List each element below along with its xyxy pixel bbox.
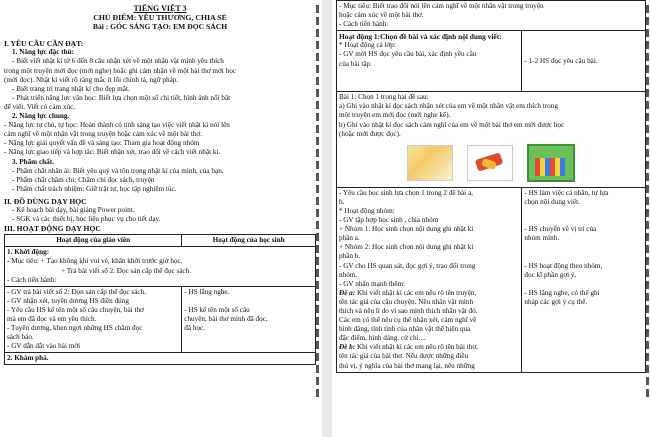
text-line: + Nhóm 2: Học sinh chọn nội dung ghi nhật kí bbox=[339, 243, 474, 252]
table-row bbox=[337, 187, 646, 372]
text-line: - Cách tiến hành: bbox=[7, 275, 57, 284]
text-line: * Hoạt động cả lớp: bbox=[339, 41, 396, 50]
text-line: - HS làm việc cá nhân, tự lựa bbox=[524, 188, 609, 197]
text-line: Đề b: Khi viết nhật kí các em nêu rõ tên bài thơ, bbox=[339, 343, 478, 352]
text-line: - Năng lực giao tiếp và hợp tác: Biết nhận xét, trao đổi về cách viết nhật kí. bbox=[4, 148, 221, 157]
text-line: - HS chuyển về vị trí của bbox=[524, 225, 597, 234]
table-row bbox=[337, 31, 646, 92]
lesson-title: Bài : GÓC SÁNG TẠO: EM ĐỌC SÁCH bbox=[92, 22, 228, 32]
text-line: - HS kể tên một số câu bbox=[184, 305, 250, 314]
text-line: chuyện, bài thơ mình đã đọc, bbox=[184, 315, 268, 323]
paragraph-materials bbox=[4, 206, 316, 224]
text-line: đặc điểm, hình dáng, cử chỉ.... bbox=[339, 334, 426, 343]
text-line bbox=[524, 252, 643, 261]
text-line: - Năng lực tự chủ, tự học: Hoàn thành có tinh sáng tạo việc viết nhật kí nói lên bbox=[4, 121, 230, 130]
text-line: nhóm. bbox=[339, 270, 358, 279]
text-line: - Phẩm chất nhân ái: Biết yêu quý và tôn trọng nhật kí của mình, của bạn. bbox=[12, 166, 224, 175]
text-line: b) Ghi vào nhật kí đọc sách cảm nghĩ của em về một bài thơ em mới được học bbox=[339, 120, 565, 129]
text-line: thích và nêu lí do vì sao mình thích nhân vật đó. bbox=[339, 306, 478, 315]
text-line: cảm nghĩ về một nhân vật trong truyện hoặc cảm xúc về một bài thơ. bbox=[4, 130, 203, 139]
text-line: một truyện em mới đọc (mới nghe kể). bbox=[339, 111, 451, 120]
text-line: - GV mời HS đọc yêu cầu bài, xác định yêu cầu bbox=[339, 50, 477, 59]
text-line: Bài 1: Chọn 1 trong hai đề sau: bbox=[339, 93, 429, 102]
text-line: tên tác giả của bài thơ. Nêu được những điều bbox=[339, 352, 469, 361]
text-line: chọn nội dung viết. bbox=[524, 197, 580, 206]
bird-illustration-image bbox=[467, 145, 513, 181]
text-line: (mới đọc). Nhật kí viết rõ ràng mắc ít lỗi chính tả, ngữ pháp. bbox=[4, 75, 179, 84]
text-line: - GV tập hợp học sinh , chia nhóm bbox=[339, 216, 439, 225]
page-gutter bbox=[322, 0, 332, 437]
warmup-title: 1. Khởi động: bbox=[7, 248, 50, 257]
margin-markers bbox=[316, 4, 320, 434]
header-student: Hoạt động của học sinh bbox=[182, 235, 316, 247]
text-line: + Trả bài viết số 2. Đọc sản cấp thể đọc sách. bbox=[61, 266, 192, 275]
text-line: - GV nhận xét, tuyên dương HS điền đúng bbox=[7, 296, 129, 305]
text-line: Đề a: Khi viết nhật kí các em nêu rõ tên truyện, bbox=[339, 288, 477, 297]
table-row bbox=[5, 247, 316, 286]
text-line: hình dáng, tính tình của nhân vật thể hiện qua bbox=[339, 325, 471, 334]
text-line: - GV cho HS quan sát, đọc gợi ý, trao đổi trong bbox=[339, 261, 476, 270]
warmup-lines bbox=[7, 257, 313, 284]
paragraph-specific bbox=[4, 57, 316, 112]
text-line bbox=[524, 243, 643, 252]
text-line: - Phẩm chất chăm chỉ: Chăm chỉ đọc sách, truyện bbox=[12, 175, 155, 184]
text-line: trong một truyện mới đọc (mới nghe) hoặc ghi cảm nhận về một bài thơ mới học bbox=[4, 66, 236, 75]
student-group-cell bbox=[522, 187, 646, 372]
text-line: - GV nhấn mạnh thêm: bbox=[339, 279, 406, 288]
text-line: - GV trả bài viết số 2: Đọn sản cấp thể đọc sách. bbox=[7, 287, 146, 296]
text-line: + Nhóm 1: Học sinh chọn nội dung ghi nhật kí bbox=[339, 225, 474, 234]
warmup-cell bbox=[5, 247, 316, 286]
table-row bbox=[337, 1, 646, 31]
text-line: nháp các gợi ý cụ thể. bbox=[524, 297, 588, 306]
subsection-specific-competence: 1. Năng lực đặc thù: bbox=[12, 48, 75, 57]
text-line: - HS lắng nghe, có thể ghi bbox=[524, 288, 600, 297]
subject-title: TIẾNG VIỆT 3 bbox=[133, 4, 187, 13]
text-line: - Yêu cầu HS kể tên một số câu chuyện, bài thơ bbox=[7, 305, 144, 314]
text-line: - Năng lực giải quyết vấn đề và sáng tạo: Tham gia hoạt động nhóm bbox=[4, 139, 200, 148]
text-line: - Tuyên dương, khen ngợi những HS chăm đọc bbox=[7, 324, 143, 333]
activity1-cell bbox=[337, 31, 522, 92]
text-line: - GV dẫn dắt vào bài mới bbox=[7, 342, 81, 351]
text-line: - Biết trang trí trang nhật kí cho đẹp mắt. bbox=[12, 84, 130, 93]
text-line bbox=[184, 297, 313, 306]
text-line: sách báo. bbox=[7, 333, 34, 342]
margin-markers-right bbox=[646, 4, 650, 434]
objective-cell bbox=[337, 1, 646, 31]
text-line: - Biết viết nhật kí từ 6 đến 8 câu nhận xét về một nhân vật mình yêu thích bbox=[12, 57, 224, 66]
subsection-general-competence: 2. Năng lực chung. bbox=[12, 112, 70, 121]
document-page-right bbox=[332, 0, 650, 437]
activity1-student-text: - 1-2 HS đọc yêu cầu bài. bbox=[524, 56, 598, 65]
student-cell bbox=[182, 286, 316, 353]
text-line: - Yêu cầu học sinh lựa chọn 1 trong 2 đề bài a, bbox=[339, 188, 473, 197]
text-line: hoặc cảm xúc về một bài thơ. bbox=[339, 11, 424, 20]
text-line: - Cách tiến hành: bbox=[339, 20, 389, 29]
text-line: của bài tập. bbox=[339, 59, 372, 68]
text-line: nhóm mình. bbox=[524, 234, 560, 243]
teacher-group-cell bbox=[337, 187, 522, 372]
section-materials: II. ĐỒ DÙNG DẠY HỌC bbox=[4, 196, 87, 206]
text-line: đã học. bbox=[184, 324, 206, 333]
text-line bbox=[524, 216, 643, 225]
text-line: - HS hoạt động theo nhóm, bbox=[524, 261, 603, 270]
task-cell bbox=[337, 92, 646, 187]
text-line: a) Ghi vào nhật kí đọc sách nhận xét của em về một nhân vật em thích trong bbox=[339, 102, 558, 111]
table-row bbox=[337, 92, 646, 187]
theme-title: CHỦ ĐIỂM: YÊU THƯƠNG, CHIA SẺ bbox=[93, 13, 227, 23]
text-line: - Phát triển năng lực văn học: Biết lựa chọn một số chi tiết, hình ảnh nổi bật bbox=[12, 93, 231, 102]
subsection-qualities: 3. Phẩm chất. bbox=[12, 157, 54, 166]
text-line: - HS lắng nghe. bbox=[184, 287, 230, 296]
text-line: tên tác giả của câu chuyện. Nêu nhân vật mình bbox=[339, 297, 474, 306]
books-illustration-image bbox=[527, 144, 575, 182]
teacher-cell bbox=[5, 286, 182, 353]
text-line: phần a. bbox=[339, 234, 360, 243]
text-line: thú vị, ý nghĩa của bài thơ mang lại, nêu những bbox=[339, 361, 475, 370]
section-activities: III. HOẠT ĐỘNG DẠY HỌC bbox=[4, 224, 101, 234]
section-requirements: I. YÊU CẦU CẦN ĐẠT: bbox=[4, 39, 84, 49]
explore-title: 2. Khám phá. bbox=[7, 354, 49, 363]
text-line: (hoặc mới được đọc). bbox=[339, 129, 401, 138]
activity1-student-cell bbox=[522, 31, 646, 92]
text-line: mà em đã đọc và em yêu thích. bbox=[7, 315, 97, 323]
paragraph-general bbox=[4, 121, 316, 157]
text-line bbox=[524, 280, 643, 289]
explore-cell bbox=[5, 353, 316, 365]
text-line: - SGK và các thiết bị, học liệu phục vụ cho tiết dạy. bbox=[12, 215, 161, 224]
table-row bbox=[5, 353, 316, 365]
text-line: phần b. bbox=[339, 252, 361, 261]
text-line: Các em có thể nêu cụ thể nhận xét, cảm nghĩ về bbox=[339, 316, 477, 325]
text-line: - Phẩm chất trách nhiệm: Giữ trật tự, học tập nghiêm túc. bbox=[12, 184, 177, 193]
text-line: đọc kĩ phần gợi ý. bbox=[524, 270, 577, 279]
table-header-row bbox=[5, 235, 316, 247]
table-row bbox=[5, 286, 316, 353]
text-line: - Mục tiêu: + Tạo không khí vui vẻ, khấn khởi trước giờ học. bbox=[7, 257, 183, 266]
text-line: - Mục tiêu: Biết trao đổi nói lên cảm nghĩ về một nhân vật trong truyện bbox=[339, 2, 544, 10]
book-illustration-image bbox=[407, 145, 453, 181]
activities-table-continued bbox=[336, 0, 646, 373]
text-line: - Kế hoạch bài dạy, bài giảng Power point. bbox=[12, 205, 135, 214]
text-line: để viết. Viết có cảm xúc. bbox=[4, 102, 76, 111]
text-line: b. bbox=[339, 197, 345, 206]
text-line: * Hoạt động nhóm: bbox=[339, 206, 395, 215]
text-line bbox=[524, 207, 643, 216]
paragraph-qualities bbox=[4, 167, 316, 194]
document-page-left bbox=[0, 0, 322, 437]
header-teacher: Hoạt động của giáo viên bbox=[5, 235, 182, 247]
illustration-strip bbox=[339, 139, 643, 186]
activity1-title: Hoạt động 1:Chọn đề bài và xác định nội dung viết: bbox=[339, 32, 502, 42]
activities-table bbox=[4, 234, 316, 365]
